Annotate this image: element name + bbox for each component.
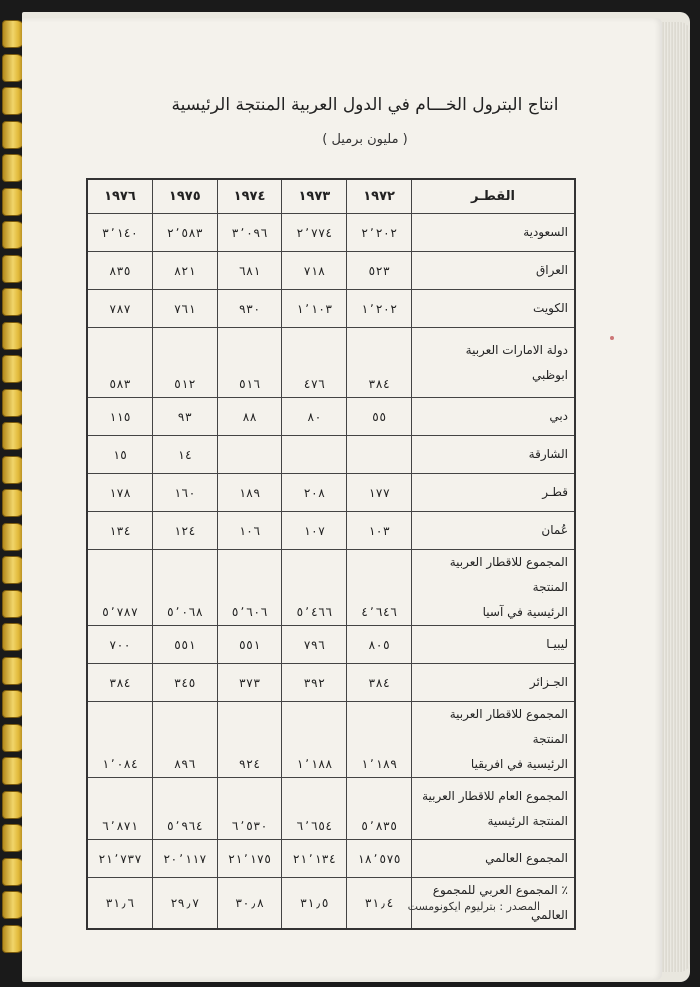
table-row <box>87 474 575 512</box>
country-label: الشارقة <box>528 447 568 461</box>
value-cell: ١٨٬٥٧٥ <box>347 840 412 878</box>
value-cell: ٤٬٦٤٦ <box>347 550 412 626</box>
country-label: دولة الامارات العربية <box>465 342 568 357</box>
country-label: العراق <box>535 263 568 277</box>
value-cell: ٥٬٠٦٨ <box>152 550 217 626</box>
country-cell <box>412 626 576 664</box>
country-label-line2: الرئيسية في افريقيا <box>470 757 568 771</box>
country-label: المجموع للاقطار العربية المنتجة <box>449 555 568 594</box>
table-row <box>87 702 575 778</box>
table-row <box>87 252 575 290</box>
value-cell: ١٨٩ <box>217 474 282 512</box>
country-label: دبي <box>549 409 568 423</box>
value-cell: ٣٤٥ <box>152 664 217 702</box>
value-cell: ١٠٧ <box>282 512 347 550</box>
value-cell: ١٧٨ <box>87 474 152 512</box>
value-cell: ٦٬٨٧١ <box>87 778 152 840</box>
value-cell: ٥١٢ <box>152 328 217 398</box>
value-cell: ٢٬٢٠٢ <box>347 214 412 252</box>
header-year-1975: ١٩٧٥ <box>152 179 217 214</box>
value-cell: ٨٨ <box>217 398 282 436</box>
country-label: قطـر <box>542 485 568 499</box>
header-country: القطـر <box>412 179 576 214</box>
value-cell: ٢٠٨ <box>282 474 347 512</box>
value-cell: ١٣٤ <box>87 512 152 550</box>
country-label: السعودية <box>523 225 568 239</box>
value-cell: ٣٬٠٩٦ <box>217 214 282 252</box>
value-cell: ٢٬٥٨٣ <box>152 214 217 252</box>
table-row <box>87 778 575 840</box>
table-row <box>87 398 575 436</box>
value-cell: ١٧٧ <box>347 474 412 512</box>
country-cell <box>412 398 576 436</box>
country-label: عُمان <box>541 523 568 537</box>
value-cell: ٧٦١ <box>152 290 217 328</box>
value-cell: ٦٬٦٥٤ <box>282 778 347 840</box>
country-label: المجموع العالمي <box>485 851 568 865</box>
value-cell: ٨٠ <box>282 398 347 436</box>
value-cell: ٢١٬١٣٤ <box>282 840 347 878</box>
value-cell: ٥٬٧٨٧ <box>87 550 152 626</box>
table-row <box>87 840 575 878</box>
value-cell: ٥٬٩٦٤ <box>152 778 217 840</box>
value-cell: ١٦٠ <box>152 474 217 512</box>
value-cell: ٥٨٣ <box>87 328 152 398</box>
value-cell: ١٬٢٠٢ <box>347 290 412 328</box>
value-cell: ٤٧٦ <box>282 328 347 398</box>
value-cell: ٥٥١ <box>217 626 282 664</box>
country-label: المجموع للاقطار العربية المنتجة <box>449 707 568 746</box>
value-cell: ٢٬٧٧٤ <box>282 214 347 252</box>
value-cell: ٩٢٤ <box>217 702 282 778</box>
value-cell: ٧١٨ <box>282 252 347 290</box>
value-cell: ٦٬٥٣٠ <box>217 778 282 840</box>
country-cell <box>412 436 576 474</box>
value-cell: ١٠٦ <box>217 512 282 550</box>
value-cell: ٣٬١٤٠ <box>87 214 152 252</box>
value-cell: ٥٥١ <box>152 626 217 664</box>
value-cell <box>217 436 282 474</box>
value-cell: ٣٠٫٨ <box>217 878 282 930</box>
table-body <box>87 214 575 930</box>
country-label: الجـزائر <box>529 675 568 689</box>
value-cell: ٩٣ <box>152 398 217 436</box>
value-cell: ٣٧٣ <box>217 664 282 702</box>
value-cell: ٣٨٤ <box>347 664 412 702</box>
value-cell <box>282 436 347 474</box>
country-label-line2: ابوظبي <box>531 367 568 382</box>
value-cell: ١٬١٨٩ <box>347 702 412 778</box>
value-cell: ٢٩٫٧ <box>152 878 217 930</box>
value-cell <box>347 436 412 474</box>
country-cell <box>412 290 576 328</box>
value-cell: ١٬٠٨٤ <box>87 702 152 778</box>
country-cell <box>412 778 576 840</box>
country-label: ٪ المجموع العربي للمجموع العالمي <box>432 883 568 922</box>
value-cell: ٨٩٦ <box>152 702 217 778</box>
value-cell: ٨٠٥ <box>347 626 412 664</box>
value-cell: ٥٬٨٣٥ <box>347 778 412 840</box>
value-cell: ٢٠٬١١٧ <box>152 840 217 878</box>
table-row <box>87 290 575 328</box>
value-cell: ٣١٫٥ <box>282 878 347 930</box>
value-cell: ٩٣٠ <box>217 290 282 328</box>
source-note: المصدر : بترليوم ايكونومست <box>407 900 540 913</box>
value-cell: ١١٥ <box>87 398 152 436</box>
header-year-1972: ١٩٧٢ <box>347 179 412 214</box>
ink-mark <box>610 336 614 340</box>
value-cell: ٨٣٥ <box>87 252 152 290</box>
value-cell: ٧٩٦ <box>282 626 347 664</box>
value-cell: ٣١٫٤ <box>347 878 412 930</box>
value-cell: ٣٨٤ <box>347 328 412 398</box>
country-cell <box>412 840 576 878</box>
value-cell: ٥٢٣ <box>347 252 412 290</box>
country-cell <box>412 328 576 398</box>
value-cell: ٨٢١ <box>152 252 217 290</box>
value-cell: ٧٠٠ <box>87 626 152 664</box>
value-cell: ٥٬٤٦٦ <box>282 550 347 626</box>
country-cell <box>412 512 576 550</box>
value-cell: ١٠٣ <box>347 512 412 550</box>
table-row <box>87 214 575 252</box>
country-cell <box>412 664 576 702</box>
value-cell: ٢١٬٧٣٧ <box>87 840 152 878</box>
table-row <box>87 664 575 702</box>
value-cell: ٣٩٢ <box>282 664 347 702</box>
country-label: المجموع العام للاقطار العربية <box>422 788 568 803</box>
country-label: ليبيـا <box>546 637 568 651</box>
value-cell: ٧٨٧ <box>87 290 152 328</box>
table-row <box>87 436 575 474</box>
country-cell <box>412 214 576 252</box>
country-label-line2: المنتجة الرئيسية <box>487 813 568 828</box>
table-row <box>87 328 575 398</box>
value-cell: ٢١٬١٧٥ <box>217 840 282 878</box>
value-cell: ٦٨١ <box>217 252 282 290</box>
value-cell: ٥١٦ <box>217 328 282 398</box>
country-cell <box>412 252 576 290</box>
country-label-line2: الرئيسية في آسيا <box>482 605 568 619</box>
country-label: الكويت <box>533 301 568 315</box>
header-year-1973: ١٩٧٣ <box>282 179 347 214</box>
country-cell <box>412 550 576 626</box>
value-cell: ٥٬٦٠٦ <box>217 550 282 626</box>
country-cell <box>412 474 576 512</box>
value-cell: ١٢٤ <box>152 512 217 550</box>
value-cell: ١٤ <box>152 436 217 474</box>
production-table <box>86 178 576 930</box>
value-cell: ١٥ <box>87 436 152 474</box>
country-cell <box>412 702 576 778</box>
header-year-1974: ١٩٧٤ <box>217 179 282 214</box>
table-row <box>87 512 575 550</box>
value-cell: ٥٥ <box>347 398 412 436</box>
header-year-1976: ١٩٧٦ <box>87 179 152 214</box>
table-row <box>87 626 575 664</box>
document-subtitle: ( مليون برميل ) <box>322 132 408 147</box>
table-row <box>87 550 575 626</box>
page-edges <box>660 22 690 972</box>
value-cell: ٣٨٤ <box>87 664 152 702</box>
value-cell: ١٬١٨٨ <box>282 702 347 778</box>
table-header-row <box>87 179 575 214</box>
value-cell: ٣١٫٦ <box>87 878 152 930</box>
document-title: انتاج البترول الخـــام في الدول العربية المنتجة الرئيسية <box>171 95 559 115</box>
value-cell: ١٬١٠٣ <box>282 290 347 328</box>
